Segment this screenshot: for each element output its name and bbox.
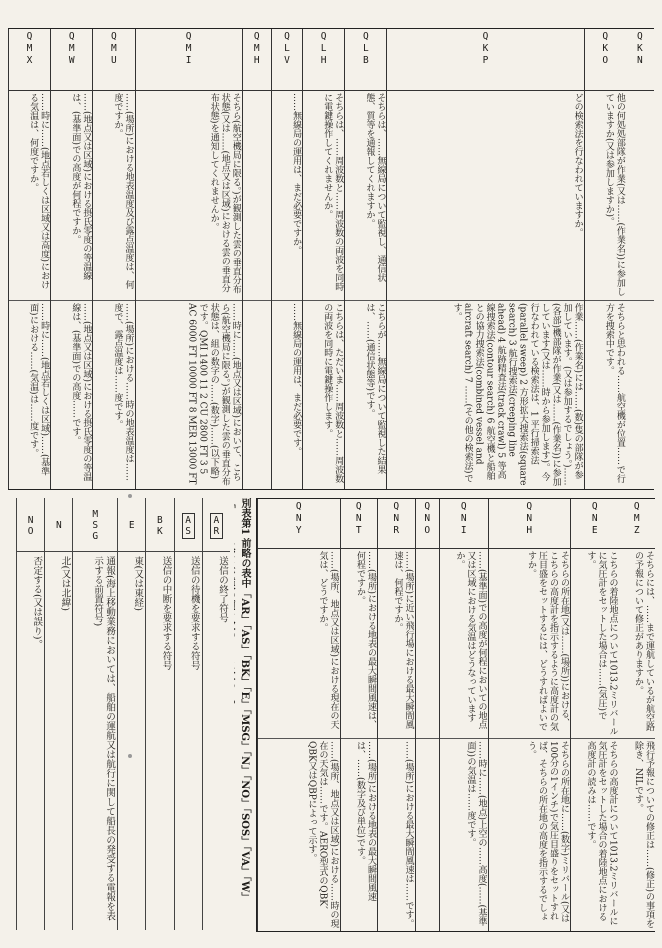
- q-code: QLV: [272, 29, 302, 91]
- signal-code: N: [53, 520, 65, 531]
- answer-text: そちらの高度計について1013.2ミリバールに気圧計をセットした場合の着陸地点における高度計の読みは……です。: [585, 741, 618, 926]
- answer-text: そちらと思われる……航空機が位置……で行方を捜索中です。: [603, 303, 625, 483]
- q-code: QNO: [416, 499, 440, 549]
- answer-text: [626, 301, 654, 489]
- question-text: [416, 549, 440, 739]
- signal-code: NO: [25, 514, 37, 537]
- q-code: QNE: [571, 499, 619, 549]
- signal-meaning: 送信の中断を要求する符号: [160, 556, 172, 670]
- q-code: QKN: [626, 29, 654, 91]
- question-text: そちらは、……無線局について監視し、通信状態、質等を通報してくれますか。: [345, 91, 386, 301]
- q-code: QNT: [341, 499, 378, 549]
- signal-code: BK: [154, 514, 166, 537]
- q-code: QMU: [93, 29, 134, 91]
- answer-text: ……無線局の運用は、まだ必要です。: [291, 303, 302, 456]
- q-code: QLH: [303, 29, 344, 91]
- question-text: ……(場所)に近い飛行場における最大瞬間風速は、何程ですか。: [378, 549, 415, 739]
- answer-text: こちらが……無線局について監視した結果は、……(通信状態等)です。: [364, 303, 386, 474]
- answer-text: ……(場所)における最大瞬間風速は……です。: [403, 741, 414, 929]
- appendix-row: [72, 498, 117, 930]
- answer-text: こちらは、ただいま……周波数と……周波数の両波を同時に電鍵操作します。: [322, 303, 344, 483]
- appendix-row: [117, 498, 145, 930]
- signal-meaning: 否定する(又は誤り)。: [31, 556, 43, 649]
- table-column: [570, 499, 619, 931]
- q-code: QNI: [440, 499, 488, 549]
- signal-meaning: 東(又は東経): [132, 556, 144, 611]
- answer-text: ……(場所、地点又は区域)における……時の現在の天気は……です。AERO型式のQBK、QBK又はQBPによって示す。: [306, 741, 339, 929]
- table-column: [415, 499, 440, 931]
- question-text: [243, 91, 271, 301]
- answer-text: ……(場所)における地表の最大瞬間風速は、……(数字及び単位)です。: [355, 741, 376, 902]
- question-text: こちらの着陸地点について1013.2ミリバールに気圧計をセットした場合は……(気圧)です。: [571, 549, 619, 739]
- q-code: QLB: [345, 29, 386, 91]
- q-code-table-bottom: [256, 498, 655, 932]
- question-text: ……時に……(地点若しくは区域又は高度)における気温は、何度ですか。: [9, 91, 50, 301]
- answer-text: [243, 301, 271, 489]
- question-text: そちらには、……まで運航しているが航空路の予報について修正がありますか。: [619, 549, 656, 739]
- question-text: ……(場所)における地表温度及び露点温度は、何度ですか。: [93, 91, 134, 301]
- table-column: [302, 29, 344, 489]
- question-text: そちらは、……周波数と……周波数の両波を同時に電鍵操作してくれませんか。: [303, 91, 344, 301]
- appendix-row: [202, 498, 230, 930]
- answer-text: ……(地点又は区域)における摂氏零度の等温線は、(基準面)での高度……です。: [70, 303, 92, 482]
- table-column: [92, 29, 134, 489]
- signal-code: AS: [182, 514, 194, 537]
- table-column: [626, 29, 654, 489]
- question-text: 他の何処処部隊が作業(又は……(作業名))に参加していますか(又は参加しますか)。: [585, 91, 626, 301]
- q-code: QMI: [136, 29, 242, 91]
- answer-text: ……時に……(地点又は区域)において、こちら(航空機局に限る。)が観測した雲の垂直分布状態は、組の数字の……(数字)……(以下略)です。QMI 1400 11 2 CU 2800 FT 3 5 AC 6000 FT 10000 FT 8 MER 13000 FT: [186, 303, 241, 486]
- appendix-table: [16, 498, 230, 930]
- answer-text: ……時に……(地点)上空の……高度(……(基準面))の気温は……度です。: [465, 741, 487, 927]
- question-text: そちら(航空機局に限る。)が観測した雲の垂直分布状態(又は……(地点又は区域)における雲の垂直分布状態)を通知してくれませんか。: [136, 91, 242, 301]
- table-column: [135, 29, 242, 489]
- table-column: [242, 29, 271, 489]
- question-text: そちらの所在地(又は……(場所))における、こちらの高度計を指示するように高度計の気圧目盛をセットするには、どうすればよいですか。: [489, 549, 571, 739]
- signal-meaning: 送信の終了符号: [217, 556, 228, 623]
- q-code: QNY: [258, 499, 340, 549]
- question-text: ……(基準面)での高度が何程においての地点又は区域における気温はどうなっていますか。: [440, 549, 488, 739]
- signal-code: E: [126, 520, 138, 531]
- q-code: QMX: [9, 29, 50, 91]
- table-column: [488, 499, 571, 931]
- print-speck: [128, 754, 132, 758]
- table-column: [257, 499, 340, 931]
- signal-code: AR: [210, 514, 222, 537]
- q-code: QMZ: [619, 499, 656, 549]
- question-text: [626, 91, 654, 301]
- q-code: QNH: [489, 499, 571, 549]
- answer-text: そちらの所在地に……(数字)ミリバール(又は100分の1インチ)で気圧目盛りをセットすれば、そちらの所在地の高度を指示するでしょう。: [526, 741, 569, 923]
- q-code: QMW: [51, 29, 92, 91]
- table-column: [377, 499, 415, 931]
- appendix-title: 別表第1 前略の表中「AR」「AS」「BK」「E」「MSG」「N」「NO」「SOS」「VA」「W」: [239, 498, 250, 903]
- answer-text: 飛行予報についての修正は……(修正)の事項を除き、NILです。: [633, 741, 654, 929]
- q-code: QNR: [378, 499, 415, 549]
- table-column: [271, 29, 302, 489]
- signal-code: MSG: [89, 509, 101, 542]
- answer-text: [416, 739, 440, 931]
- table-column: [340, 499, 378, 931]
- question-text: ……(地点又は区域)における摂氏零度の等温線は、(基準面)での高度が何程ですか。: [51, 91, 92, 301]
- table-column: [439, 499, 488, 931]
- question-text: どの検索法を行なわれていますか。: [387, 91, 583, 301]
- signal-meaning: 通報(海上移動業務においては、船舶の運航又は航行に関して船長の発受する電報を表示する前置符号): [92, 556, 116, 921]
- question-text: ……無線局の運用は、まだ必要ですか。: [272, 91, 302, 301]
- q-code: QMH: [243, 29, 271, 91]
- appendix-row: [174, 498, 202, 930]
- q-code-table-top: [8, 28, 654, 490]
- appendix-section: [8, 498, 252, 930]
- signal-meaning: 送信の待機を要求する符号: [188, 556, 200, 670]
- q-code: QKO: [585, 29, 626, 91]
- question-text: ……(場所)における地表の最大瞬間風速は、何程ですか。: [341, 549, 378, 739]
- print-speck: [128, 494, 132, 498]
- table-column: [8, 29, 50, 489]
- q-code: QKP: [387, 29, 583, 91]
- table-column: [50, 29, 92, 489]
- signal-meaning: 北(又は北緯): [59, 556, 71, 611]
- question-text: ……(場所、地点又は区域)における現在の天気は、どうですか。: [258, 549, 340, 739]
- table-column: [386, 29, 583, 489]
- answer-text: ……時に……(地点若しくは区域)……(基準面)における……(気温)は……度です。: [28, 303, 50, 476]
- table-column: [584, 29, 626, 489]
- table-column: [344, 29, 386, 489]
- answer-text: ……(場所)における……時の地表温度は……度で、露点温度は……度です。: [112, 303, 134, 482]
- appendix-row: [44, 498, 72, 930]
- appendix-row: [145, 498, 173, 930]
- appendix-row: [16, 498, 44, 930]
- table-column: [619, 499, 656, 931]
- answer-text: 作業……(作業名)には……(数)隻の部隊が参加しています。(又は参加するでしょう。)……(各部)機部隊が作業(又は……(作業名))に参加しています(又は……時から参加します)。今行なわれている検索法は、1 平行掃索法(parallel sweep) 2 方形拡大捜索法(square search) 3 航行捜索法(creeping line ahead) 4 航跡精査法(track crawl) 5 等高線捜索法(contour search) 6 航空機と船舶との協力捜索法(combined vessel and aircraft search) 7 ……(その他の検索法)です。: [451, 303, 583, 487]
